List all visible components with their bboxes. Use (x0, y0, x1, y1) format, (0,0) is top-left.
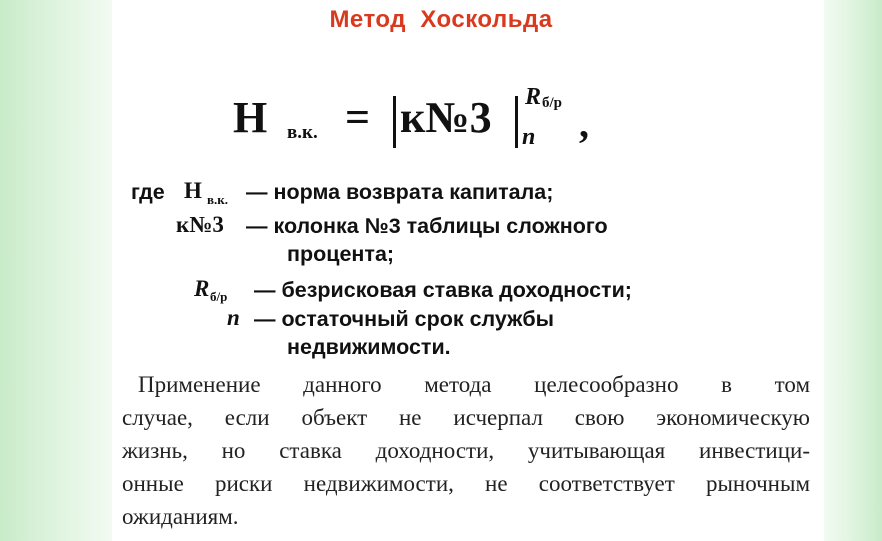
formula-lhs-subscript: в.к. (287, 122, 318, 143)
legend-symbol-r-subscript: б/р (210, 289, 228, 304)
legend-text-k3-cont: процента; (287, 242, 395, 266)
legend-text-k3: — колонка №3 таблицы сложного (246, 214, 608, 238)
paragraph-line: Применение данного метода целесообразно в том (138, 372, 810, 397)
legend-text-n-cont: недвижимости. (287, 335, 451, 359)
paragraph-line: ожиданиям. (122, 504, 239, 529)
formula-right-bar (515, 96, 518, 148)
right-border (824, 0, 882, 541)
paragraph-line: случае, если объект не исчерпал свою экономическую (122, 405, 810, 430)
explanation-paragraph (122, 368, 810, 533)
formula-left-bar (393, 96, 396, 148)
legend-symbol-h-subscript: в.к. (207, 192, 229, 207)
legend-symbol-r: R (194, 276, 210, 301)
legend-symbol-n: n (227, 305, 240, 330)
paragraph-line: жизнь, но ставка доходности, учитывающая инвестици- (122, 438, 810, 463)
formula-lower-limit: n (522, 124, 536, 150)
formula-upper-limit: R (525, 84, 542, 110)
legend-symbol-h: Н (184, 178, 202, 203)
page-title: Метод Хоскольда (329, 6, 553, 33)
formula-equals: = (345, 93, 371, 142)
legend-text-n: — остаточный срок службы (254, 307, 555, 331)
formula-comma: , (579, 101, 589, 146)
legend-text-h: — норма возврата капитала; (246, 180, 554, 204)
left-border (0, 0, 112, 541)
legend-text-r: — безрисковая ставка доходности; (254, 278, 632, 302)
formula-column: к№3 (400, 93, 492, 142)
paragraph-line: онные риски недвижимости, не соответствует рыночным (122, 471, 810, 496)
formula-lhs-symbol: Н (233, 93, 268, 142)
formula-upper-limit-subscript: б/р (542, 95, 563, 111)
legend-intro: где (131, 180, 165, 204)
legend-symbol-k3: к№3 (176, 212, 224, 237)
